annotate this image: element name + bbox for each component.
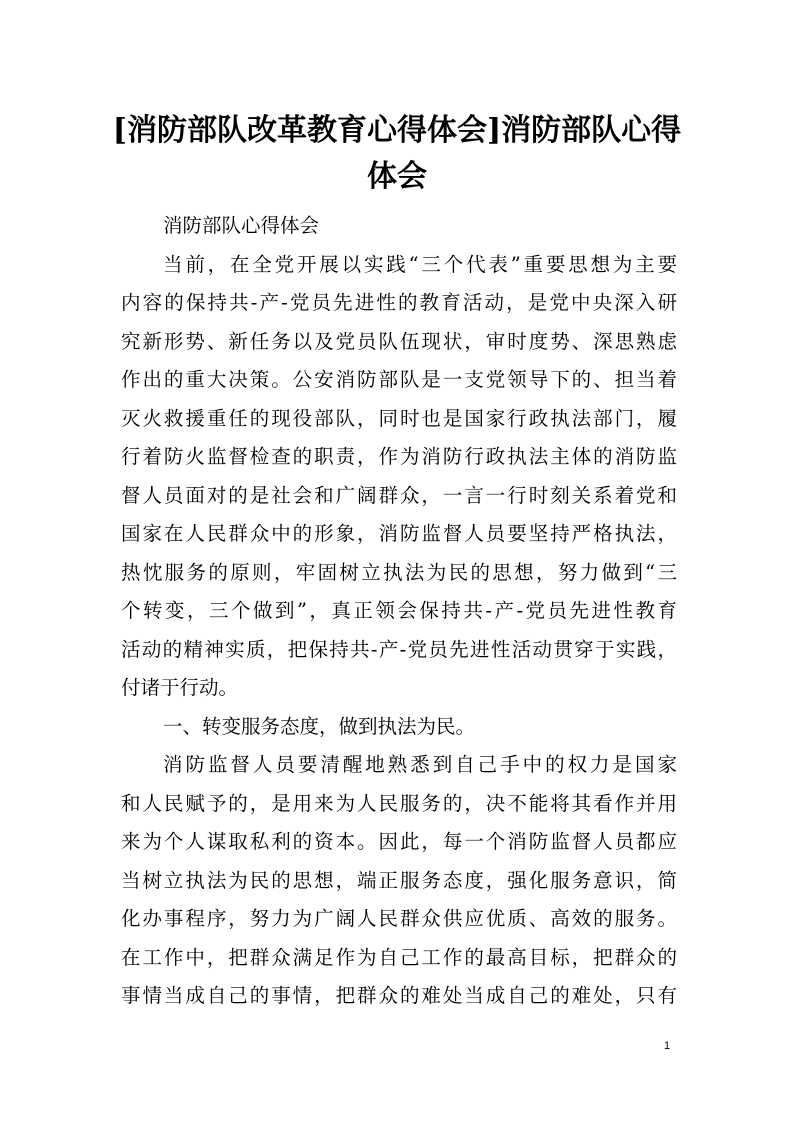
text-line: 当树立执法为民的思想，端正服务态度，强化服务意识，简 [121, 868, 677, 892]
text-line: 行着防火监督检查的职责，作为消防行政执法主体的消防监 [121, 445, 677, 468]
text-line: 活动的精神实质，把保持共-产-党员先进性活动贯穿于实践， [121, 637, 677, 661]
text-line: 事情当成自己的事情，把群众的难处当成自己的难处，只有 [121, 984, 677, 1007]
section-heading: 一、转变服务态度，做到执法为民。 [163, 714, 476, 738]
text-line: 热忱服务的原则，牢固树立执法为民的思想，努力做到“三 [121, 560, 677, 584]
text-line: 来为个人谋取私利的资本。因此，每一个消防监督人员都应 [121, 830, 677, 853]
text-line: 和人民赋予的，是用来为人民服务的，决不能将其看作并用 [121, 791, 677, 815]
subtitle-line: 消防部队心得体会 [163, 214, 320, 237]
page-number: 1 [664, 1040, 671, 1052]
text-line: 督人员面对的是社会和广阔群众，一言一行时刻关系着党和 [121, 483, 677, 507]
text-line: 当前，在全党开展以实践“三个代表”重要思想为主要 [163, 252, 677, 276]
text-line: 内容的保持共-产-党员先进性的教育活动，是党中央深入研 [121, 291, 677, 314]
text-line: 灭火救援重任的现役部队，同时也是国家行政执法部门，履 [121, 406, 677, 430]
text-line: 在工作中，把群众满足作为自己工作的最高目标，把群众的 [121, 945, 677, 969]
text-line: 个转变，三个做到”，真正领会保持共-产-党员先进性教育 [121, 599, 677, 622]
text-line: 消防监督人员要清醒地熟悉到自己手中的权力是国家 [163, 753, 677, 776]
text-line: 付诸于行动。 [121, 676, 239, 699]
text-line: 究新形势、新任务以及党员队伍现状，审时度势、深思熟虑 [121, 329, 677, 353]
text-line: 作出的重大决策。公安消防部队是一支党领导下的、担当着 [121, 368, 677, 391]
title-line-1: [消防部队改革教育心得体会]消防部队心得 [112, 113, 682, 148]
document-title [100, 108, 694, 200]
text-line: 化办事程序，努力为广阔人民群众供应优质、高效的服务。 [121, 907, 677, 930]
document-body [121, 207, 677, 1016]
text-line: 国家在人民群众中的形象，消防监督人员要坚持严格执法， [121, 522, 677, 545]
title-line-2: 体会 [367, 159, 427, 194]
